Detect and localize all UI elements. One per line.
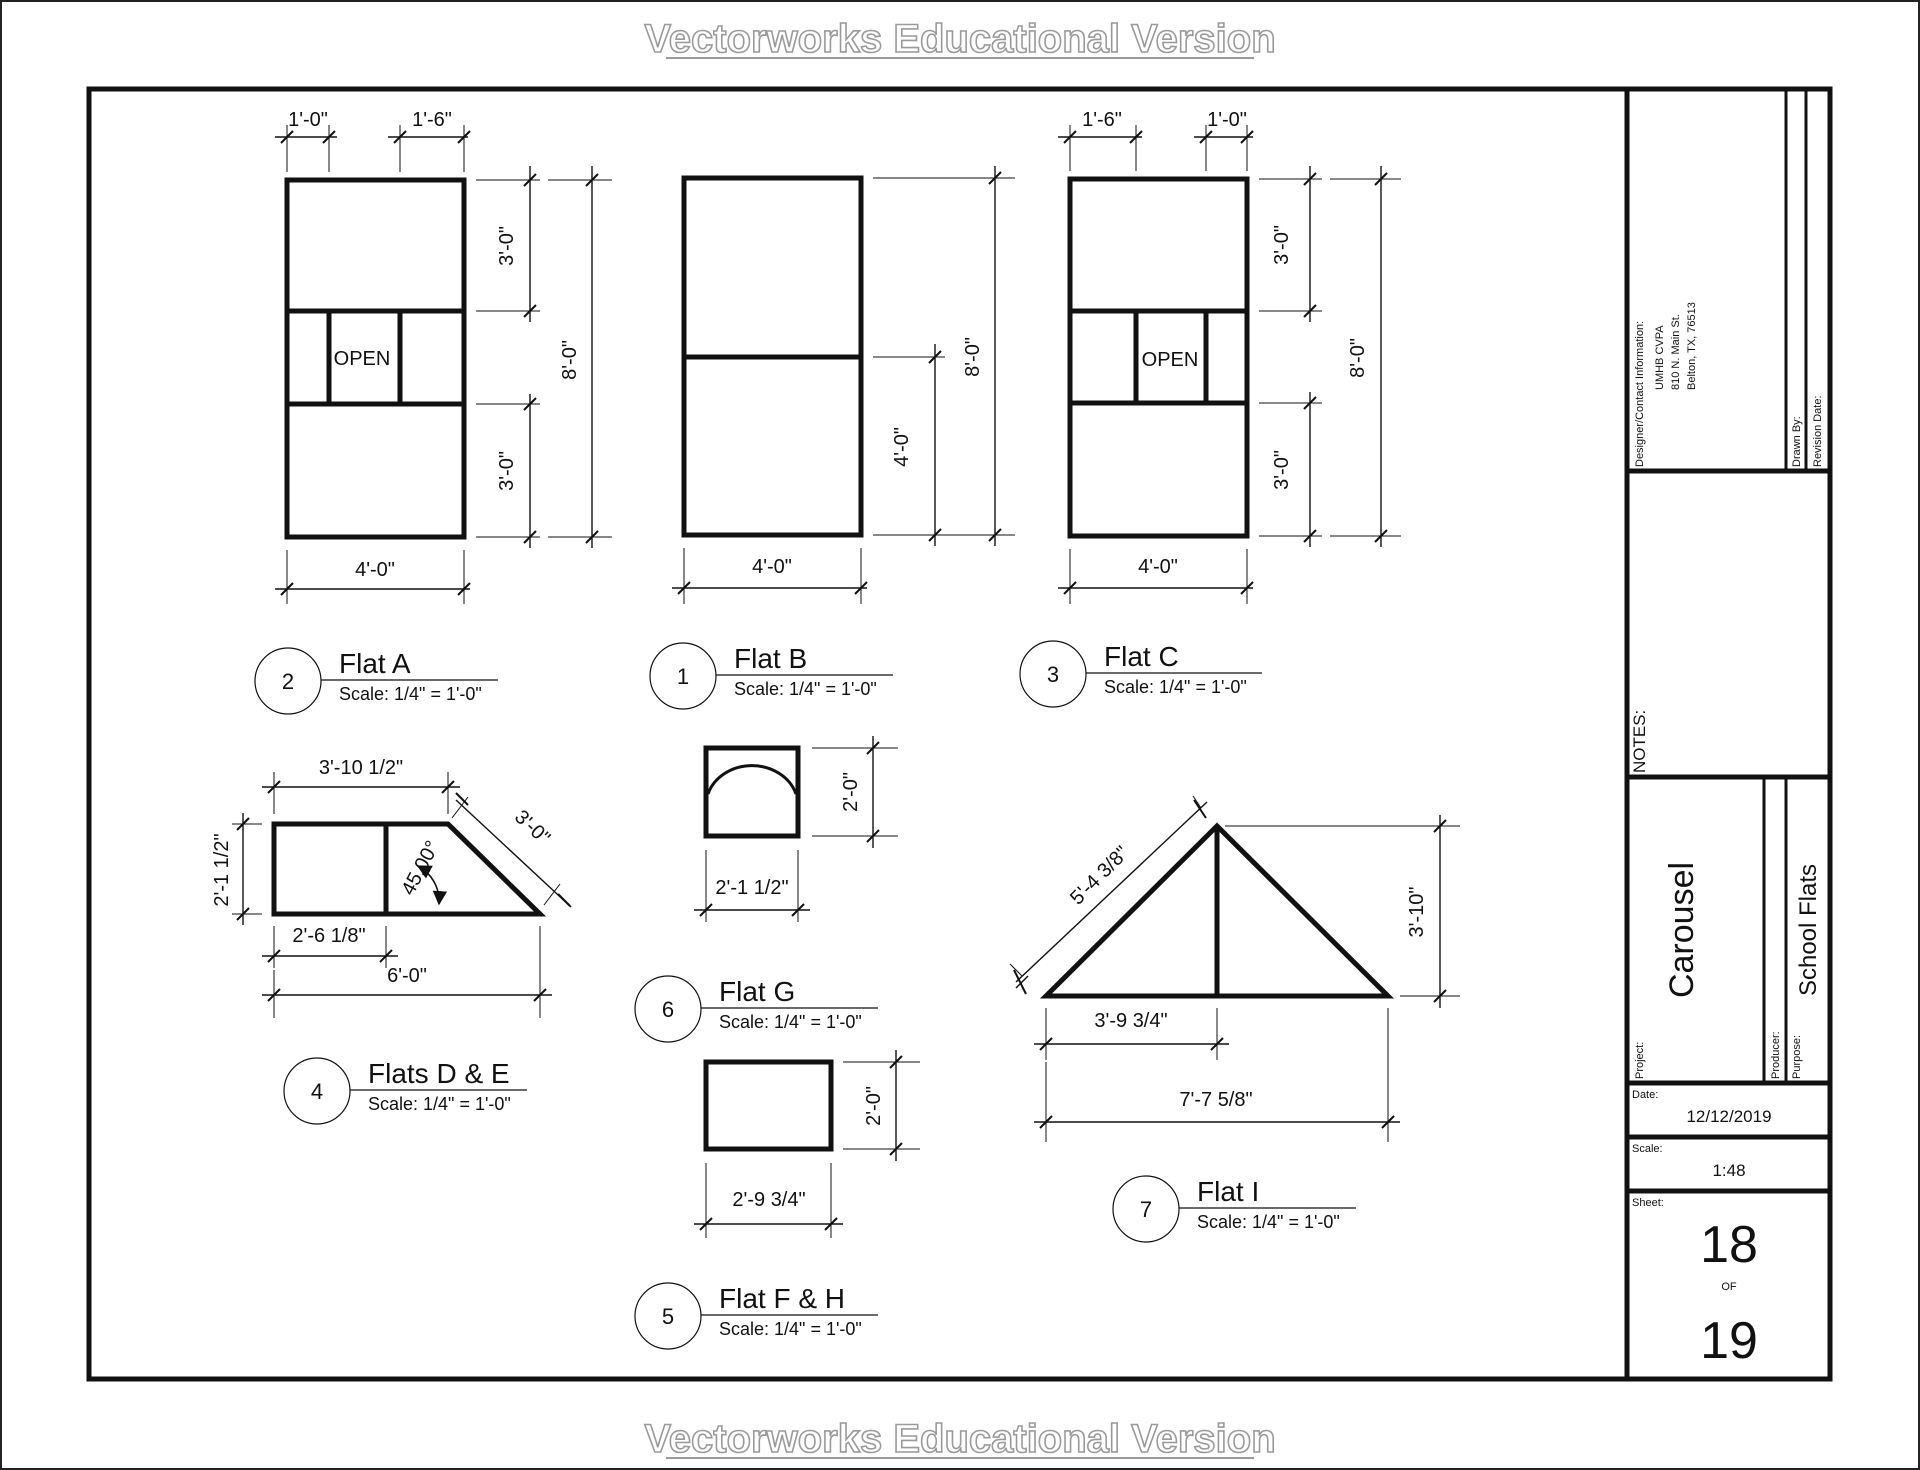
sheet-of-label: OF bbox=[1721, 1281, 1737, 1293]
drawing-border bbox=[89, 89, 1830, 1379]
flats-de-dim-total: 6'-0" bbox=[387, 965, 427, 987]
flat-b-view bbox=[650, 166, 1015, 709]
flat-fh-dim-height: 2'-0" bbox=[863, 1086, 885, 1126]
flat-g-frame bbox=[706, 748, 798, 836]
flat-c-scale: Scale: 1/4" = 1'-0" bbox=[1104, 677, 1247, 697]
sheet-label: Sheet: bbox=[1632, 1197, 1664, 1209]
producer-label: Producer: bbox=[1770, 1031, 1782, 1079]
watermark-top: Vectorworks Educational Version bbox=[644, 17, 1276, 61]
flat-c-callout-number: 3 bbox=[1046, 662, 1060, 687]
flat-a-dim-lower: 3'-0" bbox=[496, 451, 518, 491]
flats-de-dim-left-width: 2'-6 1/8" bbox=[292, 925, 366, 947]
flat-b-dim-height: 8'-0" bbox=[962, 337, 984, 377]
flat-i-dim-height: 3'-10" bbox=[1406, 886, 1428, 938]
flat-g-scale: Scale: 1/4" = 1'-0" bbox=[719, 1012, 862, 1032]
designer-line-3: Belton, TX, 76513 bbox=[1686, 302, 1698, 390]
total-sheets: 19 bbox=[1700, 1312, 1758, 1370]
flat-c-dim-height: 8'-0" bbox=[1347, 338, 1369, 378]
flat-a-dim-upper: 3'-0" bbox=[496, 226, 518, 266]
flat-a-open-label: OPEN bbox=[333, 348, 391, 370]
flats-de-dim-slope: 3'-0" bbox=[510, 805, 555, 850]
flats-de-scale: Scale: 1/4" = 1'-0" bbox=[368, 1094, 511, 1114]
flat-fh-title: Flat F & H bbox=[719, 1283, 846, 1314]
flat-b-title: Flat B bbox=[734, 643, 808, 674]
flat-a-dim-top-left: 1'-0" bbox=[288, 109, 328, 131]
revision-date-label: Revision Date: bbox=[1812, 395, 1824, 467]
watermark-bottom: Vectorworks Educational Version bbox=[644, 1417, 1276, 1461]
flat-fh-frame bbox=[706, 1062, 831, 1149]
flat-i-dim-slope: 5'-4 3/8" bbox=[1066, 842, 1134, 910]
flat-c-dim-lower: 3'-0" bbox=[1271, 450, 1293, 490]
flat-c-view bbox=[1020, 125, 1401, 707]
purpose-label: Purpose: bbox=[1791, 1034, 1803, 1079]
flat-c-dim-upper: 3'-0" bbox=[1271, 225, 1293, 265]
flat-g-dim-height: 2'-0" bbox=[840, 772, 862, 812]
flat-i-dim-total: 7'-7 5/8" bbox=[1179, 1089, 1253, 1111]
flat-c-dim-top-left: 1'-6" bbox=[1082, 109, 1122, 131]
scale-label: Scale: bbox=[1632, 1143, 1663, 1155]
flat-i-title: Flat I bbox=[1197, 1176, 1260, 1207]
notes-label: NOTES: bbox=[1630, 709, 1649, 773]
flat-a-dim-width: 4'-0" bbox=[355, 559, 395, 581]
project-name: Carousel bbox=[1663, 861, 1701, 999]
flat-fh-dim-width: 2'-9 3/4" bbox=[732, 1189, 806, 1211]
flat-a-dim-height: 8'-0" bbox=[559, 340, 581, 380]
title-block bbox=[1627, 89, 1830, 1379]
designer-label: Designer/Contact Information: bbox=[1634, 320, 1646, 467]
flat-b-callout-number: 1 bbox=[676, 664, 690, 689]
flats-de-dim-top: 3'-10 1/2" bbox=[318, 757, 404, 779]
scale-value: 1:48 bbox=[1712, 1161, 1746, 1180]
flat-a-title: Flat A bbox=[339, 648, 411, 679]
drawn-by-label: Drawn By: bbox=[1791, 416, 1803, 467]
flat-g-dim-width: 2'-1 1/2" bbox=[715, 877, 789, 899]
flat-g-callout-number: 6 bbox=[661, 997, 675, 1022]
flat-c-dim-width: 4'-0" bbox=[1138, 556, 1178, 578]
flats-de-dim-height: 2'-1 1/2" bbox=[211, 833, 233, 907]
flats-de-dim-angle: 45.00° bbox=[397, 837, 445, 899]
flat-c-open-label: OPEN bbox=[1141, 349, 1199, 371]
flat-b-dim-lower: 4'-0" bbox=[891, 427, 913, 467]
flat-a-dim-top-right: 1'-6" bbox=[412, 109, 452, 131]
project-label: Project: bbox=[1634, 1041, 1646, 1079]
flats-de-callout-number: 4 bbox=[310, 1079, 324, 1104]
flat-c-dim-top-right: 1'-0" bbox=[1207, 109, 1247, 131]
flat-a-view bbox=[255, 125, 612, 714]
flat-c-title: Flat C bbox=[1104, 641, 1179, 672]
flat-b-dim-width: 4'-0" bbox=[752, 556, 792, 578]
designer-line-2: 810 N. Main St. bbox=[1670, 314, 1682, 390]
flat-g-arch bbox=[708, 766, 796, 794]
flat-i-scale: Scale: 1/4" = 1'-0" bbox=[1197, 1212, 1340, 1232]
flat-i-dim-half: 3'-9 3/4" bbox=[1094, 1010, 1168, 1032]
flat-fh-callout-number: 5 bbox=[661, 1304, 675, 1329]
date-label: Date: bbox=[1632, 1089, 1659, 1101]
flats-de-title: Flats D & E bbox=[368, 1058, 510, 1089]
purpose-value: School Flats bbox=[1795, 863, 1822, 997]
flat-a-callout-number: 2 bbox=[281, 669, 295, 694]
flat-b-scale: Scale: 1/4" = 1'-0" bbox=[734, 679, 877, 699]
designer-line-1: UMHB CVPA bbox=[1654, 325, 1666, 390]
flat-i-callout-number: 7 bbox=[1139, 1197, 1153, 1222]
date-value: 12/12/2019 bbox=[1686, 1107, 1772, 1126]
flat-fh-scale: Scale: 1/4" = 1'-0" bbox=[719, 1319, 862, 1339]
flat-g-title: Flat G bbox=[719, 976, 796, 1007]
sheet-number: 18 bbox=[1700, 1216, 1758, 1274]
flat-a-scale: Scale: 1/4" = 1'-0" bbox=[339, 684, 482, 704]
